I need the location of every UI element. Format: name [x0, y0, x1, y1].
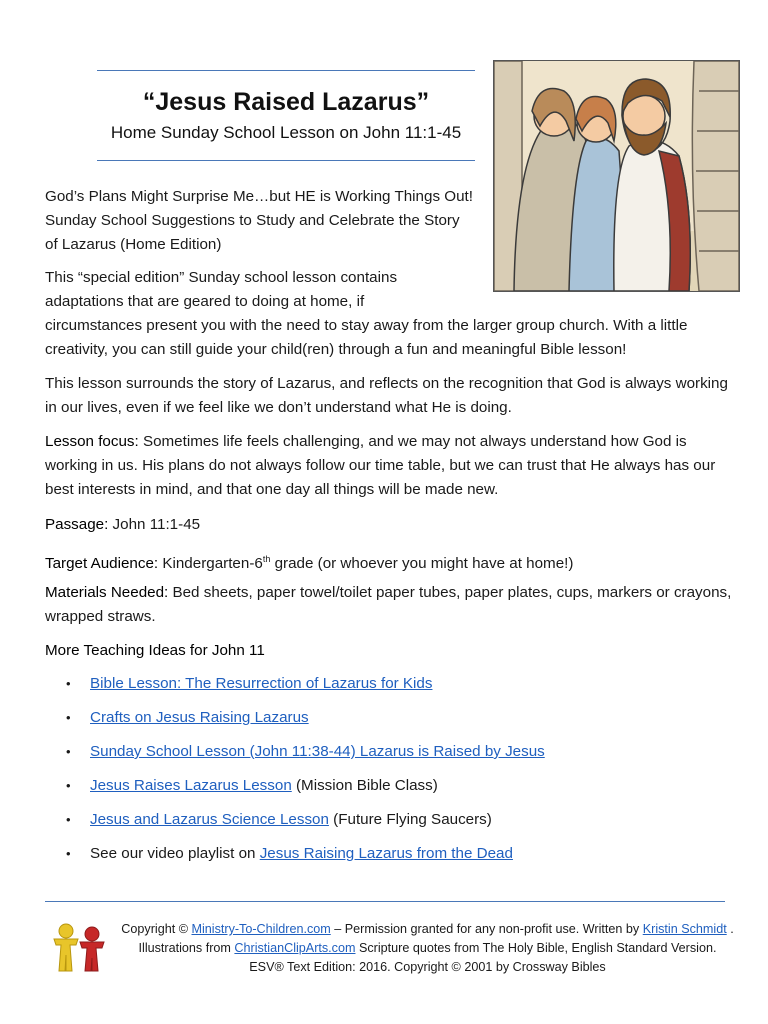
title-bottom-rule: [97, 160, 475, 161]
bullet: •: [66, 846, 71, 861]
link-christian-clip-arts[interactable]: ChristianClipArts.com: [234, 941, 356, 955]
item-suffix: (Future Flying Saucers): [328, 811, 492, 828]
link-sunday-school-lesson-john-11[interactable]: Sunday School Lesson (John 11:38-44) Lazarus is Raised by Jesus: [90, 743, 545, 760]
bullet: •: [66, 744, 71, 759]
bullet: •: [66, 778, 71, 793]
page-title: “Jesus Raised Lazarus”: [142, 88, 430, 116]
jesus-with-mary-and-martha-cartoon-icon: [494, 61, 739, 291]
footer-text-3: . Illustrations from: [138, 922, 734, 955]
special-edition-line-1: This “special edition” Sunday school lesson contains: [45, 269, 398, 286]
paper-doll-children-logo-icon: [46, 921, 112, 973]
passage-paragraph: [45, 513, 735, 537]
materials-paragraph: [45, 581, 735, 629]
teaching-ideas-list: [45, 672, 735, 876]
materials-text: Bed sheets, paper towel/toilet paper tubes, paper plates, cups, markers or crayons, wrapped straws.: [45, 584, 732, 625]
passage-label: Passage:: [45, 516, 109, 533]
list-item: [45, 672, 735, 706]
audience-text-after: grade (or whoever you might have at home!): [270, 555, 574, 573]
link-author[interactable]: Kristin Schmidt: [642, 922, 727, 936]
more-ideas-heading: More Teaching Ideas for John 11: [45, 642, 265, 659]
bullet: •: [66, 676, 71, 691]
title-top-rule: [97, 70, 475, 71]
special-edition-rest: circumstances present you with the need to stay away from the larger group church. With a little creativity, you can still guide your child(ren) through a fun and meaningful Bible lesson!: [45, 317, 688, 358]
audience-text-before: Kindergarten-6: [158, 555, 263, 573]
list-item: [45, 808, 735, 842]
footer-text-4: Scripture quotes from The Holy Bible, English Standard Version. ESV® Text Edition: 2016. Copyright © 2001 by Crossway Bibles: [249, 941, 717, 974]
lesson-focus-text: Sometimes life feels challenging, and we may not always understand how God is working in us. His plans do not always follow our time table, but we can trust that He always has our best interests in mind, and that one day all things will be made new.: [45, 433, 716, 498]
audience-paragraph: [45, 547, 735, 576]
link-video-playlist[interactable]: Jesus Raising Lazarus from the Dead: [259, 845, 513, 862]
materials-label: Materials Needed:: [45, 584, 169, 601]
surrounds-paragraph: This lesson surrounds the story of Lazarus, and reflects on the recognition that God is always working in our lives, even if we feel like we don’t understand what He is doing.: [45, 375, 728, 416]
list-item: [45, 740, 735, 774]
intro-paragraph: God’s Plans Might Surprise Me…but HE is Working Things Out! Sunday School Suggestions to Study and Celebrate the Story of Lazarus (Home Edition): [45, 188, 473, 253]
list-item: [45, 842, 735, 876]
list-item: [45, 706, 735, 740]
link-crafts-raising-lazarus[interactable]: Crafts on Jesus Raising Lazarus: [90, 709, 309, 726]
passage-text: John 11:1-45: [108, 516, 201, 533]
link-ministry-to-children[interactable]: Ministry-To-Children.com: [191, 922, 331, 936]
link-jesus-raises-lazarus-lesson[interactable]: Jesus Raises Lazarus Lesson: [90, 777, 292, 794]
item-suffix: (Mission Bible Class): [291, 777, 438, 794]
list-item: [45, 774, 735, 808]
lesson-focus-paragraph: [45, 430, 735, 502]
footer-copyright: [120, 920, 735, 977]
footer-text-1: Copyright ©: [121, 922, 192, 936]
page-subtitle: Home Sunday School Lesson on John 11:1-45: [110, 123, 462, 142]
item-prefix: See our video playlist on: [90, 845, 260, 862]
link-bible-lesson-resurrection[interactable]: Bible Lesson: The Resurrection of Lazarus for Kids: [90, 675, 433, 692]
footer-text-2: – Permission granted for any non-profit use. Written by: [330, 922, 643, 936]
audience-label: Target Audience:: [45, 555, 159, 573]
lesson-focus-label: Lesson focus:: [45, 433, 139, 450]
bullet: •: [66, 710, 71, 725]
lazarus-illustration: [493, 60, 740, 292]
bullet: •: [66, 812, 71, 827]
audience-superscript: th: [262, 554, 271, 564]
footer-rule: [45, 901, 725, 902]
special-edition-line-2: adaptations that are geared to doing at home, if: [45, 293, 365, 310]
link-science-lesson[interactable]: Jesus and Lazarus Science Lesson: [90, 811, 329, 828]
